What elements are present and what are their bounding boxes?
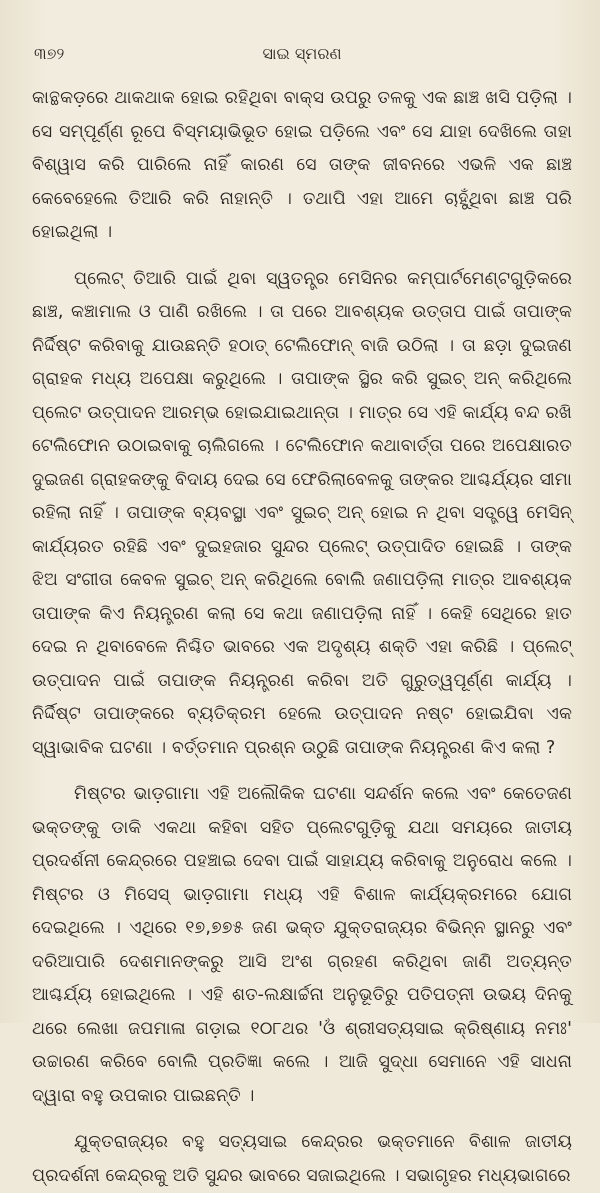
- running-head: [32, 36, 572, 72]
- paragraph-3: ମିଷ୍ଟର ଭାଡ଼ଗାମା ଏହି ଅଲୌକିକ ଘଟଣା ସନ୍ଦର୍ଶନ କଲେ ଏବଂ କେତେଜଣ ଭକ୍ତଙ୍କୁ ଡାକି ଏକଥା କହିବା ସହିତ ପ୍ଲେଟଗୁଡ଼ିକୁ ଯଥା ସମୟରେ ଜାତୀୟ ପ୍ରଦର୍ଶନୀ କେନ୍ଦ୍ରରେ ପହଞ୍ଚାଇ ଦେବା ପାଇଁ ସାହାଯ୍ୟ କରିବାକୁ ଅନୁରୋଧ କଲେ । ମିଷ୍ଟର ଓ ମିସେସ୍ ଭାଡ଼ଗାମା ମଧ୍ୟ ଏହି ବିଶାଳ କାର୍ଯ୍ୟକ୍ରମରେ ଯୋଗ ଦେଇଥିଲେ । ଏଥିରେ ୧୭,୭୭୫ ଜଣ ଭକ୍ତ ଯୁକ୍ତରାଜ୍ୟର ବିଭିନ୍ନ ସ୍ଥାନରୁ ଏବଂ ଦରିଆପାରି ଦେଶମାନଙ୍କରୁ ଆସି ଅଂଶ ଗ୍ରହଣ କରିଥିବା ଜାଣି ଅତ୍ୟନ୍ତ ଆଶ୍ଚର୍ଯ୍ୟ ହୋଇଥିଲେ । ଏହି ଶତ-ଲକ୍ଷାର୍ଚ୍ଚନା ଅନୁଭୂତିରୁ ପତିପତ୍ନୀ ଉଭୟ ଦିନକୁ ଥରେ ଲେଖା ଜପମାଳା ଗଡ଼ାଇ ୧୦୮ଥର 'ଓଁ ଶ୍ରୀସତ୍ୟସାଇ କ୍ରିଷ୍ଣାୟ ନମଃ' ଉଚ୍ଚାରଣ କରିବେ ବୋଲି ପ୍ରତିଜ୍ଞା କଲେ । ଆଜି ସୁଦ୍ଧା ସେମାନେ ଏହି ସାଧନା ଦ୍ୱାରା ବହୁ ଉପକାର ପାଇଛନ୍ତି ।: [32, 784, 572, 1106]
- running-title: ସାଇ ସ୍ମରଣ: [262, 44, 342, 63]
- paragraph-1: କାନ୍ଥକଡ଼ରେ ଥାକଥାକ ହୋଇ ରହିଥିବା ବାକ୍ସ ଉପରୁ ତଳକୁ ଏକ ଛାଞ୍ଚ ଖସି ପଡ଼ିଲା । ସେ ସମ୍ପୂର୍ଣ୍ଣ ରୂପେ ବିସ୍ମୟାଭିଭୂତ ହୋଇ ପଡ଼ିଲେ ଏବଂ ସେ ଯାହା ଦେଖିଲେ ତାହା ବିଶ୍ୱାସ କରି ପାରିଲେ ନାହିଁ କାରଣ ସେ ତାଙ୍କ ଜୀବନରେ ଏଭଳି ଏକ ଛାଞ୍ଚ କେବେହେଲେ ତିଆରି କରି ନାହାନ୍ତି । ତଥାପି ଏହା ଆମେ ଚାହୁଁଥିବା ଛାଞ୍ଚ ପରି ହୋଇଥିଲା ।: [32, 88, 572, 242]
- paragraph-4: ଯୁକ୍ତରାଜ୍ୟର ବହୁ ସତ୍ୟସାଇ କେନ୍ଦ୍ରର ଭକ୍ତମାନେ ବିଶାଳ ଜାତୀୟ ପ୍ରଦର୍ଶନୀ କେନ୍ଦ୍ରକୁ ଅତି ସୁନ୍ଦର ଭାବରେ ସଜାଇଥିଲେ । ସଭାଗୃହର ମଧ୍ୟଭାଗରେ: [32, 1132, 572, 1186]
- paragraph-2: ପ୍ଲେଟ୍ ତିଆରି ପାଇଁ ଥିବା ସ୍ୱତନ୍ତ୍ର ମେସିନର କମ୍ପାର୍ଟମେଣ୍ଟଗୁଡ଼ିକରେ ଛାଞ୍ଚ, କଞ୍ଚାମାଲ ଓ ପାଣି ରଖିଲେ । ତା ପରେ ଆବଶ୍ୟକ ଉତ୍ତାପ ପାଇଁ ତାପାଙ୍କ ନିର୍ଦ୍ଦିଷ୍ଟ କରିବାକୁ ଯାଉଛନ୍ତି ହଠାତ୍ ଟେଲିଫୋନ୍ ବାଜି ଉଠିଲା । ତା ଛଡ଼ା ଦୁଇଜଣ ଗ୍ରାହକ ମଧ୍ୟ ଅପେକ୍ଷା କରୁଥିଲେ । ତାପାଙ୍କ ସ୍ଥିର କରି ସୁଇଚ୍ ଅନ୍ କରିଥିଲେ ପ୍ଲେଟ ଉତ୍ପାଦନ ଆରମ୍ଭ ହୋଇଯାଇଥାନ୍ତା । ମାତ୍ର ସେ ଏହି କାର୍ଯ୍ୟ ବନ୍ଦ ରଖି ଟେଲିଫୋନ ଉଠାଇବାକୁ ଚାଲିଗଲେ । ଟେଲିଫୋନ କଥାବାର୍ତ୍ତା ପରେ ଅପେକ୍ଷାରତ ଦୁଇଜଣ ଗ୍ରାହକଙ୍କୁ ବିଦାୟ ଦେଇ ସେ ଫେରିଲାବେଳକୁ ତାଙ୍କର ଆଶ୍ଚର୍ଯ୍ୟର ସୀମା ରହିଲା ନାହିଁ । ତାପାଙ୍କ ବ୍ୟବସ୍ଥା ଏବଂ ସୁଇଚ୍ ଅନ୍ ହୋଇ ନ ଥିବା ସତ୍ତ୍ୱେ ମେସିନ୍ କାର୍ଯ୍ୟରତ ରହିଛି ଏବଂ ଦୁଇହଜାର ସୁନ୍ଦର ପ୍ଲେଟ୍ ଉତ୍ପାଦିତ ହୋଇଛି । ତାଙ୍କ ଝିଅ ସଂଗୀତା କେବଳ ସୁଇଚ୍ ଅନ୍ କରିଥିଲେ ବୋଲି ଜଣାପଡ଼ିଲା ମାତ୍ର ଆବଶ୍ୟକ ତାପାଙ୍କ କିଏ ନିୟନ୍ତ୍ରଣ କଲା ସେ କଥା ଜଣାପଡ଼ିଲା ନାହିଁ । କେହି ସେଥିରେ ହାତ ଦେଇ ନ ଥିବାବେଳେ ନିଶ୍ଚିତ ଭାବରେ ଏକ ଅଦୃଶ୍ୟ ଶକ୍ତି ଏହା କରିଛି । ପ୍ଲେଟ୍ ଉତ୍ପାଦନ ପାଇଁ ତାପାଙ୍କ ନିୟନ୍ତ୍ରଣ କରିବା ଅତି ଗୁରୁତ୍ୱପୂର୍ଣ୍ଣ କାର୍ଯ୍ୟ । ନିର୍ଦ୍ଦିଷ୍ଟ ତାପାଙ୍କରେ ବ୍ୟତିକ୍ରମ ହେଲେ ଉତ୍ପାଦନ ନଷ୍ଟ ହୋଇଯିବା ଏକ ସ୍ୱାଭାବିକ ଘଟଣା । ବର୍ତ୍ତମାନ ପ୍ରଶ୍ନ ଉଠୁଛି ତାପାଙ୍କ ନିୟନ୍ତ୍ରଣ କିଏ କଲା ?: [32, 268, 572, 758]
- page-number: ୩୭୨: [34, 44, 65, 63]
- body-text: [32, 82, 572, 1193]
